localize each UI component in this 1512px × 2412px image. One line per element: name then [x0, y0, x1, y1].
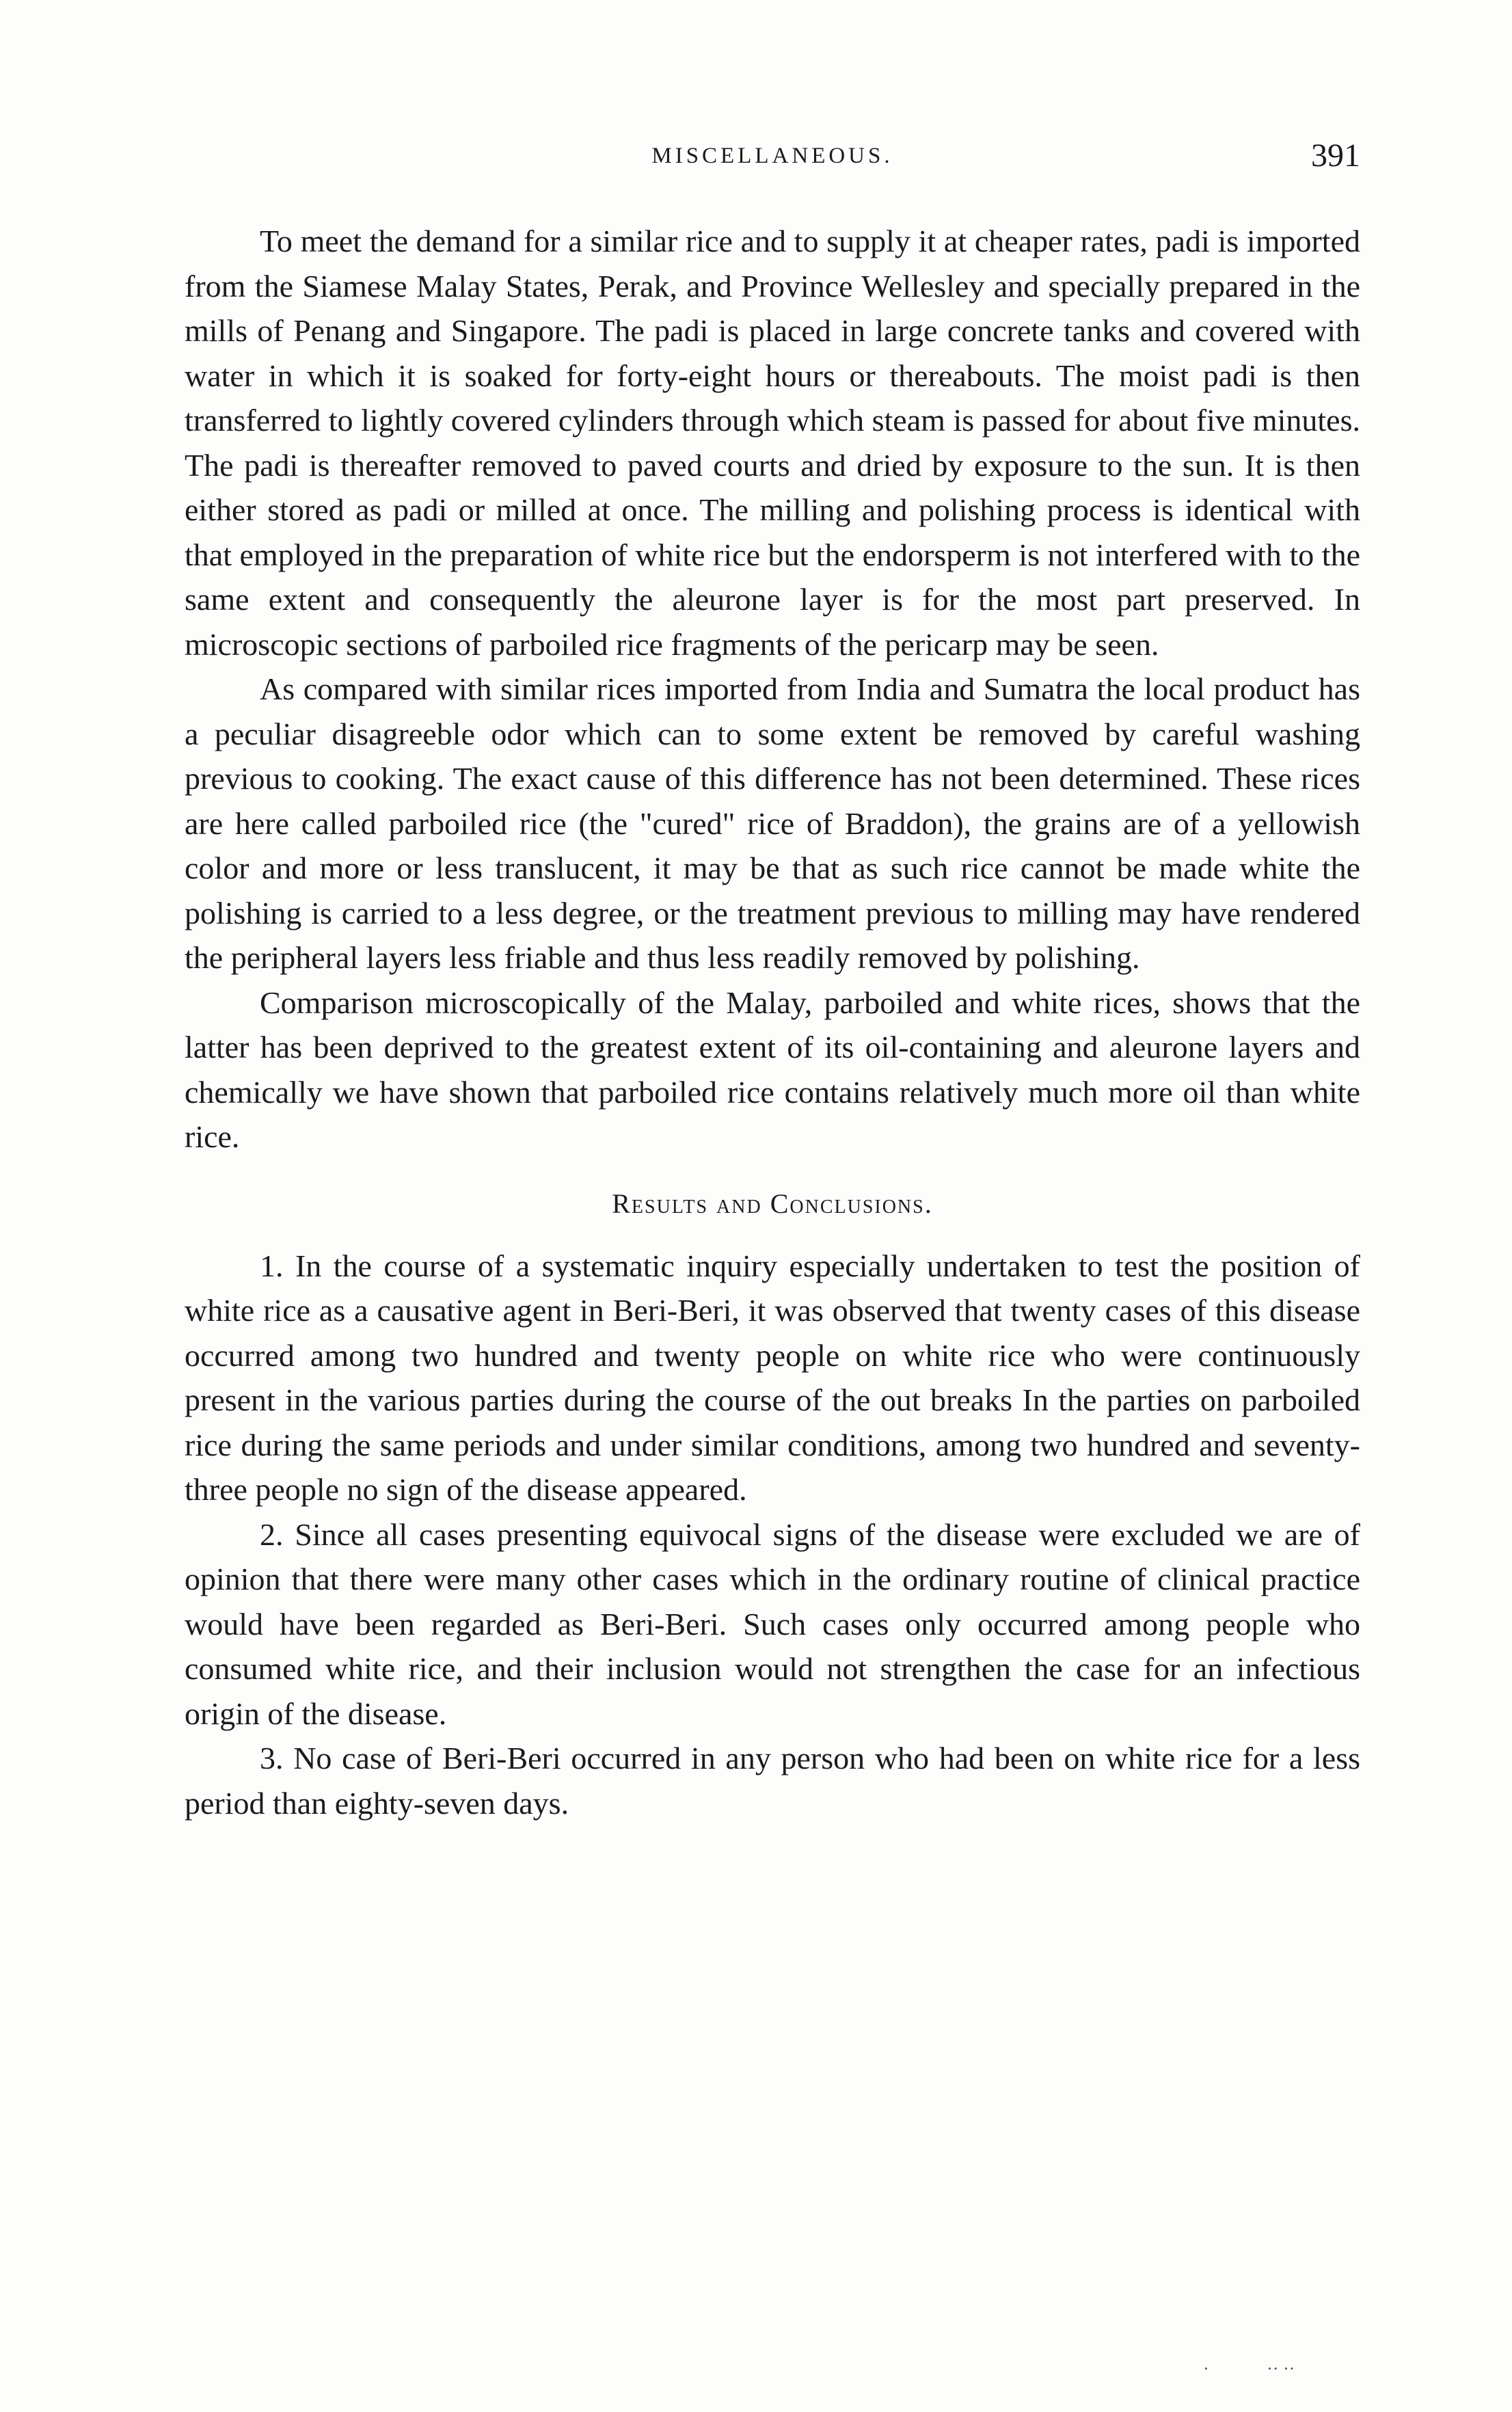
running-head [185, 137, 1360, 178]
scan-artifact-mark: · ·· ·· [1203, 2359, 1295, 2378]
conclusion-item-1: 1. In the course of a systematic inquiry especially undertaken to test the position of white rice as a causative agent in Beri-Beri, it was observed that twenty cases of this disease occurred among two hundred and twenty people on white rice who were continuously present in the various parties during the course of the out breaks In the parties on parboiled rice during the same periods and under similar conditions, among two hundred and seventy-three people no sign of the disease appeared. [185, 1248, 1360, 1507]
conclusion-item-2: 2. Since all cases presenting equivocal signs of the disease were excluded we are of opinion that there were many other cases which in the ordinary routine of clinical practice would have been regarded as Beri-Beri. Such cases only occurred among people who consumed white rice, and their inclusion would not strengthen the case for an infectious origin of the disease. [185, 1516, 1360, 1731]
conclusion-item-3: 3. No case of Beri-Beri occurred in any person who had been on white rice for a less period than eighty-seven days. [185, 1741, 1360, 1821]
paragraph-comparison-imported-rices: As compared with similar rices imported from India and Sumatra the local product has a peculiar disagreeble odor which can to some extent be removed by careful washing previous to cooking. The exact cause of this difference has not been determined. These rices are here called parboiled rice (the "cured" rice of Braddon), the grains are of a yellowish color and more or less translucent, it may be that as such rice cannot be made white the polishing is carried to a less degree, or the treatment previous to milling may have rendered the peripheral layers less friable and thus less readily removed by polishing. [185, 671, 1360, 975]
section-heading-results: Results and Conclusions. [612, 1188, 933, 1219]
paragraph-microscopic-comparison: Comparison microscopically of the Malay, parboiled and white rices, shows that the latter has been deprived to the greatest extent of its oil-containing and aleurone layers and chemically we have shown that parboiled rice contains relatively much more oil than white rice. [185, 984, 1360, 1154]
running-title: MISCELLANEOUS. [651, 144, 893, 168]
body-text [185, 219, 1360, 1825]
page-number: 391 [1311, 137, 1360, 174]
paragraph-parboiling-process: To meet the demand for a similar rice and to supply it at cheaper rates, padi is imported from the Siamese Malay States, Perak, and Province Wellesley and specially prepared in the mills of Penang and Singapore. The padi is placed in large concrete tanks and covered with water in which it is soaked for forty-eight hours or thereabouts. The moist padi is then transferred to lightly covered cylinders through which steam is passed for about five minutes. The padi is thereafter removed to paved courts and dried by exposure to the sun. It is then either stored as padi or milled at once. The milling and polishing process is identical with that employed in the preparation of white rice but the endorsperm is not interfered with to the same extent and consequently the aleurone layer is for the most part preserved. In microscopic sections of parboiled rice fragments of the pericarp may be seen. [185, 224, 1360, 662]
